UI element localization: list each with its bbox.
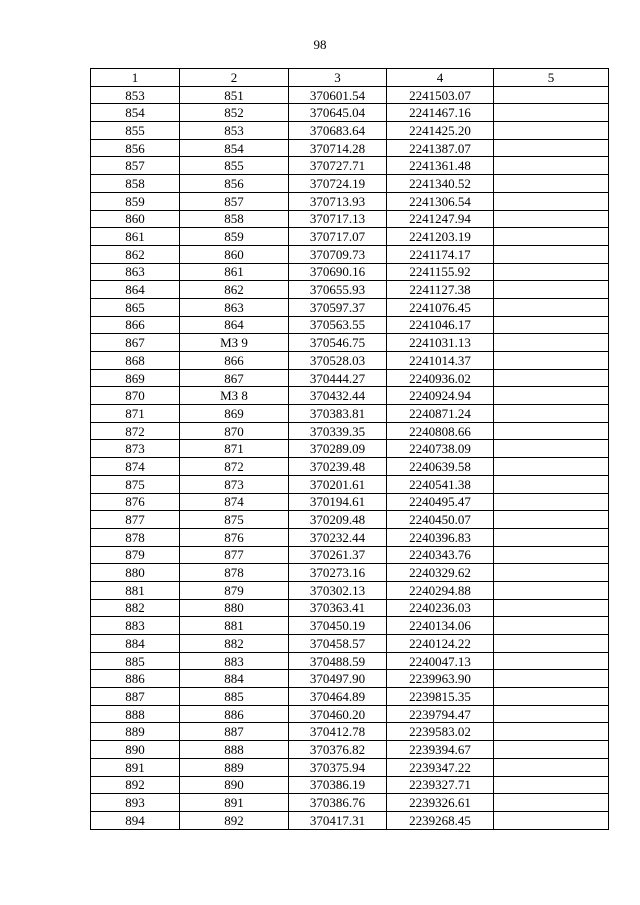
table-cell-col-2: 873	[180, 475, 289, 493]
table-cell-col-3: 370289.09	[289, 440, 387, 458]
table-row	[91, 192, 609, 210]
column-header-4: 4	[387, 69, 494, 87]
table-cell-col-5	[494, 104, 609, 122]
table-row	[91, 139, 609, 157]
table-cell-col-1: 867	[91, 334, 180, 352]
table-cell-col-1: 858	[91, 175, 180, 193]
table-row	[91, 157, 609, 175]
table-row	[91, 422, 609, 440]
table-cell-col-4: 2240495.47	[387, 493, 494, 511]
table-row	[91, 86, 609, 104]
table-row	[91, 352, 609, 370]
table-cell-col-4: 2239963.90	[387, 670, 494, 688]
table-cell-col-4: 2239268.45	[387, 811, 494, 829]
table-cell-col-2: 870	[180, 422, 289, 440]
table-row	[91, 405, 609, 423]
table-cell-col-3: 370709.73	[289, 245, 387, 263]
table-row	[91, 104, 609, 122]
table-cell-col-2: МЗ 9	[180, 334, 289, 352]
table-cell-col-2: 890	[180, 776, 289, 794]
table-cell-col-4: 2241425.20	[387, 122, 494, 140]
table-cell-col-3: 370717.13	[289, 210, 387, 228]
table-cell-col-2: 857	[180, 192, 289, 210]
table-cell-col-3: 370458.57	[289, 635, 387, 653]
table-cell-col-1: 877	[91, 511, 180, 529]
table-cell-col-3: 370444.27	[289, 369, 387, 387]
table-row	[91, 617, 609, 635]
table-cell-col-4: 2239394.67	[387, 741, 494, 759]
table-cell-col-5	[494, 670, 609, 688]
table-cell-col-4: 2239794.47	[387, 705, 494, 723]
table-cell-col-4: 2241031.13	[387, 334, 494, 352]
table-cell-col-1: 853	[91, 86, 180, 104]
table-cell-col-5	[494, 688, 609, 706]
table-cell-col-2: 889	[180, 758, 289, 776]
table-cell-col-1: 890	[91, 741, 180, 759]
table-cell-col-1: 859	[91, 192, 180, 210]
table-cell-col-4: 2240924.94	[387, 387, 494, 405]
table-cell-col-2: 871	[180, 440, 289, 458]
table-cell-col-5	[494, 635, 609, 653]
table-cell-col-2: 887	[180, 723, 289, 741]
table-cell-col-5	[494, 758, 609, 776]
table-row	[91, 776, 609, 794]
table-cell-col-4: 2241387.07	[387, 139, 494, 157]
table-cell-col-2: 892	[180, 811, 289, 829]
table-cell-col-4: 2241076.45	[387, 298, 494, 316]
table-cell-col-5	[494, 794, 609, 812]
table-cell-col-1: 870	[91, 387, 180, 405]
table-cell-col-5	[494, 387, 609, 405]
table-row	[91, 458, 609, 476]
table-cell-col-4: 2241203.19	[387, 228, 494, 246]
table-cell-col-3: 370194.61	[289, 493, 387, 511]
table-cell-col-1: 865	[91, 298, 180, 316]
table-cell-col-3: 370432.44	[289, 387, 387, 405]
table-cell-col-3: 370714.28	[289, 139, 387, 157]
table-cell-col-2: 852	[180, 104, 289, 122]
table-body	[91, 86, 609, 829]
table-cell-col-5	[494, 705, 609, 723]
table-cell-col-5	[494, 440, 609, 458]
table-cell-col-4: 2239815.35	[387, 688, 494, 706]
column-header-5: 5	[494, 69, 609, 87]
table-cell-col-4: 2239583.02	[387, 723, 494, 741]
table-row	[91, 210, 609, 228]
table-cell-col-3: 370209.48	[289, 511, 387, 529]
table-cell-col-5	[494, 528, 609, 546]
table-cell-col-3: 370727.71	[289, 157, 387, 175]
table-cell-col-1: 854	[91, 104, 180, 122]
table-cell-col-5	[494, 122, 609, 140]
table-cell-col-4: 2241467.16	[387, 104, 494, 122]
table-cell-col-1: 876	[91, 493, 180, 511]
table-cell-col-5	[494, 581, 609, 599]
table-cell-col-2: 856	[180, 175, 289, 193]
table-cell-col-3: 370563.55	[289, 316, 387, 334]
table-cell-col-4: 2241503.07	[387, 86, 494, 104]
table-cell-col-4: 2240808.66	[387, 422, 494, 440]
table-cell-col-3: 370690.16	[289, 263, 387, 281]
table-cell-col-2: 869	[180, 405, 289, 423]
table-cell-col-3: 370273.16	[289, 564, 387, 582]
table-cell-col-3: 370239.48	[289, 458, 387, 476]
table-cell-col-2: 858	[180, 210, 289, 228]
table-cell-col-1: 855	[91, 122, 180, 140]
table-cell-col-4: 2241155.92	[387, 263, 494, 281]
table-cell-col-5	[494, 422, 609, 440]
table-cell-col-2: 866	[180, 352, 289, 370]
table-cell-col-5	[494, 316, 609, 334]
table-cell-col-3: 370450.19	[289, 617, 387, 635]
table-row	[91, 528, 609, 546]
table-cell-col-2: 880	[180, 599, 289, 617]
table-cell-col-4: 2241361.48	[387, 157, 494, 175]
table-cell-col-3: 370497.90	[289, 670, 387, 688]
table-cell-col-3: 370383.81	[289, 405, 387, 423]
table-cell-col-5	[494, 511, 609, 529]
table-cell-col-2: 874	[180, 493, 289, 511]
table-cell-col-5	[494, 546, 609, 564]
table-cell-col-1: 864	[91, 281, 180, 299]
table-cell-col-2: 861	[180, 263, 289, 281]
table-cell-col-1: 861	[91, 228, 180, 246]
table-cell-col-4: 2241127.38	[387, 281, 494, 299]
table-cell-col-4: 2239347.22	[387, 758, 494, 776]
table-cell-col-1: 873	[91, 440, 180, 458]
table-cell-col-3: 370488.59	[289, 652, 387, 670]
table-cell-col-4: 2240236.03	[387, 599, 494, 617]
table-cell-col-1: 871	[91, 405, 180, 423]
table-cell-col-5	[494, 741, 609, 759]
table-cell-col-5	[494, 298, 609, 316]
table-header	[91, 69, 609, 87]
header-row	[91, 69, 609, 87]
page-number: 98	[313, 37, 327, 52]
table-cell-col-5	[494, 723, 609, 741]
table-cell-col-4: 2240329.62	[387, 564, 494, 582]
table-row	[91, 263, 609, 281]
table-cell-col-1: 885	[91, 652, 180, 670]
table-cell-col-4: 2240343.76	[387, 546, 494, 564]
table-row	[91, 334, 609, 352]
table-cell-col-2: 882	[180, 635, 289, 653]
table-row	[91, 369, 609, 387]
table-cell-col-1: 891	[91, 758, 180, 776]
table-row	[91, 316, 609, 334]
table-row	[91, 811, 609, 829]
column-header-1: 1	[91, 69, 180, 87]
table-cell-col-2: 860	[180, 245, 289, 263]
table-cell-col-3: 370597.37	[289, 298, 387, 316]
table-cell-col-5	[494, 652, 609, 670]
table-cell-col-4: 2240047.13	[387, 652, 494, 670]
table-cell-col-1: 879	[91, 546, 180, 564]
table-cell-col-5	[494, 352, 609, 370]
table-cell-col-2: 877	[180, 546, 289, 564]
table-cell-col-5	[494, 617, 609, 635]
table-cell-col-2: 875	[180, 511, 289, 529]
table-cell-col-1: 862	[91, 245, 180, 263]
table-cell-col-1: 866	[91, 316, 180, 334]
table-row	[91, 758, 609, 776]
table-cell-col-5	[494, 458, 609, 476]
table-cell-col-1: 892	[91, 776, 180, 794]
table-cell-col-5	[494, 475, 609, 493]
table-cell-col-1: 888	[91, 705, 180, 723]
table-cell-col-5	[494, 281, 609, 299]
table-row	[91, 440, 609, 458]
table-cell-col-4: 2240541.38	[387, 475, 494, 493]
table-cell-col-1: 860	[91, 210, 180, 228]
table-row	[91, 175, 609, 193]
table-cell-col-2: 862	[180, 281, 289, 299]
table-cell-col-5	[494, 175, 609, 193]
table-row	[91, 281, 609, 299]
table-cell-col-1: 881	[91, 581, 180, 599]
table-cell-col-4: 2239327.71	[387, 776, 494, 794]
table-cell-col-1: 886	[91, 670, 180, 688]
table-cell-col-4: 2240639.58	[387, 458, 494, 476]
table-row	[91, 670, 609, 688]
table-row	[91, 599, 609, 617]
table-cell-col-3: 370261.37	[289, 546, 387, 564]
table-cell-col-3: 370386.19	[289, 776, 387, 794]
table-cell-col-4: 2240738.09	[387, 440, 494, 458]
table-cell-col-5	[494, 228, 609, 246]
table-cell-col-1: 856	[91, 139, 180, 157]
table-cell-col-4: 2240134.06	[387, 617, 494, 635]
table-cell-col-1: 874	[91, 458, 180, 476]
table-row	[91, 705, 609, 723]
table-row	[91, 387, 609, 405]
table-cell-col-3: 370339.35	[289, 422, 387, 440]
table-cell-col-2: 878	[180, 564, 289, 582]
table-cell-col-5	[494, 564, 609, 582]
table-row	[91, 741, 609, 759]
table-cell-col-3: 370528.03	[289, 352, 387, 370]
table-cell-col-3: 370655.93	[289, 281, 387, 299]
table-row	[91, 245, 609, 263]
table-cell-col-2: 888	[180, 741, 289, 759]
table-row	[91, 635, 609, 653]
table-cell-col-5	[494, 369, 609, 387]
table-row	[91, 546, 609, 564]
table-cell-col-4: 2239326.61	[387, 794, 494, 812]
table-cell-col-2: 872	[180, 458, 289, 476]
table-cell-col-5	[494, 405, 609, 423]
table-cell-col-3: 370464.89	[289, 688, 387, 706]
table-cell-col-3: 370376.82	[289, 741, 387, 759]
table-cell-col-2: 891	[180, 794, 289, 812]
table-cell-col-2: 876	[180, 528, 289, 546]
table-row	[91, 493, 609, 511]
table-cell-col-5	[494, 599, 609, 617]
table-row	[91, 122, 609, 140]
table-cell-col-4: 2240396.83	[387, 528, 494, 546]
table-cell-col-5	[494, 139, 609, 157]
table-cell-col-1: 869	[91, 369, 180, 387]
column-header-3: 3	[289, 69, 387, 87]
table-cell-col-2: 859	[180, 228, 289, 246]
table-row	[91, 511, 609, 529]
table-cell-col-2: МЗ 8	[180, 387, 289, 405]
table-row	[91, 652, 609, 670]
table-cell-col-3: 370363.41	[289, 599, 387, 617]
table-cell-col-1: 884	[91, 635, 180, 653]
table-cell-col-4: 2241174.17	[387, 245, 494, 263]
table-cell-col-1: 894	[91, 811, 180, 829]
table-cell-col-1: 863	[91, 263, 180, 281]
table-cell-col-5	[494, 192, 609, 210]
table-cell-col-5	[494, 210, 609, 228]
table-cell-col-4: 2241340.52	[387, 175, 494, 193]
table-row	[91, 228, 609, 246]
table-cell-col-2: 881	[180, 617, 289, 635]
table-cell-col-5	[494, 245, 609, 263]
table-cell-col-3: 370645.04	[289, 104, 387, 122]
table-cell-col-1: 882	[91, 599, 180, 617]
table-cell-col-5	[494, 157, 609, 175]
table-cell-col-3: 370713.93	[289, 192, 387, 210]
table-cell-col-2: 854	[180, 139, 289, 157]
table-cell-col-1: 875	[91, 475, 180, 493]
table-cell-col-3: 370724.19	[289, 175, 387, 193]
table-cell-col-2: 851	[180, 86, 289, 104]
table-cell-col-3: 370375.94	[289, 758, 387, 776]
table-cell-col-3: 370412.78	[289, 723, 387, 741]
table-row	[91, 475, 609, 493]
table-row	[91, 723, 609, 741]
table-cell-col-3: 370601.54	[289, 86, 387, 104]
table-cell-col-3: 370546.75	[289, 334, 387, 352]
table-cell-col-1: 868	[91, 352, 180, 370]
table-cell-col-4: 2241306.54	[387, 192, 494, 210]
table-cell-col-2: 886	[180, 705, 289, 723]
table-row	[91, 298, 609, 316]
coordinates-table	[90, 68, 609, 830]
table-cell-col-5	[494, 334, 609, 352]
table-cell-col-4: 2240124.22	[387, 635, 494, 653]
table-cell-col-1: 889	[91, 723, 180, 741]
table-cell-col-4: 2240450.07	[387, 511, 494, 529]
table-cell-col-1: 857	[91, 157, 180, 175]
table-row	[91, 581, 609, 599]
table-cell-col-2: 864	[180, 316, 289, 334]
table-cell-col-4: 2241014.37	[387, 352, 494, 370]
table-cell-col-3: 370201.61	[289, 475, 387, 493]
table-cell-col-1: 872	[91, 422, 180, 440]
table-cell-col-1: 883	[91, 617, 180, 635]
table-cell-col-5	[494, 493, 609, 511]
table-cell-col-3: 370460.20	[289, 705, 387, 723]
table-cell-col-2: 884	[180, 670, 289, 688]
column-header-2: 2	[180, 69, 289, 87]
table-cell-col-2: 853	[180, 122, 289, 140]
table-cell-col-2: 855	[180, 157, 289, 175]
table-cell-col-5	[494, 86, 609, 104]
table-cell-col-3: 370386.76	[289, 794, 387, 812]
table-cell-col-2: 863	[180, 298, 289, 316]
table-cell-col-5	[494, 776, 609, 794]
table-cell-col-4: 2240871.24	[387, 405, 494, 423]
table-row	[91, 564, 609, 582]
table-cell-col-2: 883	[180, 652, 289, 670]
table-cell-col-3: 370417.31	[289, 811, 387, 829]
table-cell-col-4: 2241046.17	[387, 316, 494, 334]
table-cell-col-4: 2240936.02	[387, 369, 494, 387]
table-cell-col-2: 885	[180, 688, 289, 706]
table-cell-col-4: 2241247.94	[387, 210, 494, 228]
table-cell-col-2: 867	[180, 369, 289, 387]
table-cell-col-4: 2240294.88	[387, 581, 494, 599]
table-cell-col-3: 370232.44	[289, 528, 387, 546]
table-cell-col-5	[494, 811, 609, 829]
table-cell-col-1: 893	[91, 794, 180, 812]
table-cell-col-1: 878	[91, 528, 180, 546]
table-cell-col-1: 887	[91, 688, 180, 706]
table-cell-col-5	[494, 263, 609, 281]
table-cell-col-3: 370683.64	[289, 122, 387, 140]
table-cell-col-3: 370302.13	[289, 581, 387, 599]
table-cell-col-2: 879	[180, 581, 289, 599]
table-cell-col-1: 880	[91, 564, 180, 582]
table-row	[91, 688, 609, 706]
table-cell-col-3: 370717.07	[289, 228, 387, 246]
table-row	[91, 794, 609, 812]
